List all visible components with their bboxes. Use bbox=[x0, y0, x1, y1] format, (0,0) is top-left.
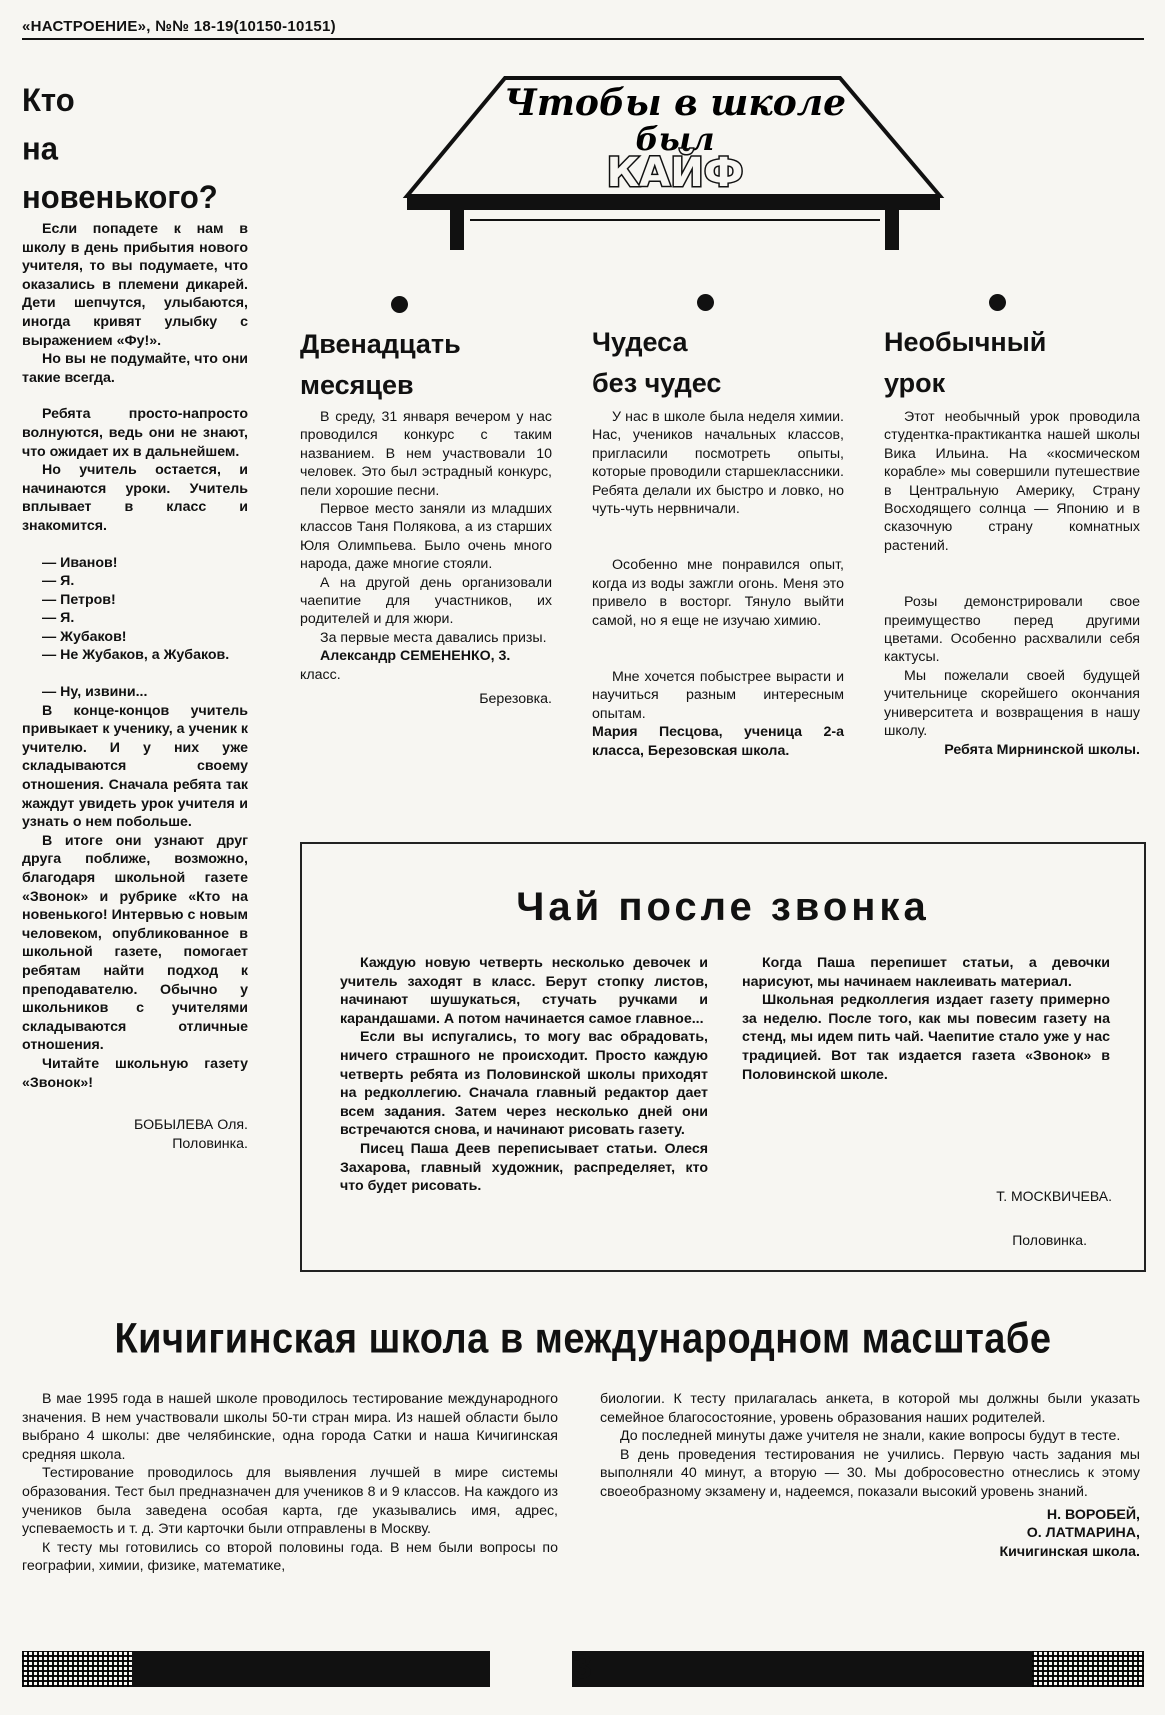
paragraph: Тестирование проводилось для выявления лучшей в мире системы образования. Тест был предназначен для учеников 8 и 9 классов. На каждого из учеников была заведена особая карта, где указывались имя, адрес, успеваемость и т. д. Эти карточки были отправлены в Москву. bbox=[22, 1465, 558, 1538]
paragraph: До последней минуты даже учителя не знали, какие вопросы будут в тесте. bbox=[620, 1428, 1121, 1445]
paragraph: Каждую новую четверть несколько девочек и учитель заходят в класс. Берут стопку листов, начинают шушукаться, стучать ручками и карандашами. А потом начинается самое главное... bbox=[340, 955, 708, 1027]
paragraph: За первые места давались призы. bbox=[320, 629, 547, 646]
tea-article-title: Чай после звонка bbox=[516, 885, 930, 929]
dialog-line: — Я. bbox=[42, 573, 75, 590]
dialog-line: — Не Жубаков, а Жубаков. bbox=[42, 647, 230, 664]
paragraph: В итоге они узнают друг друга поближе, возможно, благодаря школьной газете «Звонок» и рубрике «Кто на новенького! Интервью с новым человеком, опубликованное в школьной газете, помогает ребятам найти подход к преподавателю. Обычно у школьников с учителями складываются отличные отношения. bbox=[22, 832, 248, 1054]
paragraph: А на другой день организовали чаепитие для участников, их родителей и для жюри. bbox=[300, 574, 552, 628]
logo-text-line2: был bbox=[635, 120, 715, 158]
article3-body bbox=[884, 408, 1140, 759]
dialog-line: — Жубаков! bbox=[42, 628, 127, 645]
left-article-title bbox=[22, 77, 218, 222]
paragraph: В конце-концов учитель привыкает к ученику, а ученик к учителю. И у них уже складываются своему отношения. Сначала ребята так жаждут увидеть урок учителя и узнать о нем побольше. bbox=[22, 702, 248, 831]
paragraph: Но вы не подумайте, что они такие всегда. bbox=[22, 351, 248, 386]
signature: БОБЫЛЕВА Оля. bbox=[133, 1117, 248, 1134]
left-title-line: Кто bbox=[22, 81, 75, 119]
title-line: без чудес bbox=[592, 368, 722, 398]
left-title-line: на bbox=[22, 130, 58, 167]
tea-place: Половинка. bbox=[1012, 1232, 1087, 1248]
tea-article-col2 bbox=[742, 954, 1110, 1084]
bottom-article-col1 bbox=[22, 1390, 558, 1576]
title-line: Необычный bbox=[884, 327, 1047, 357]
logo-text-line1: Чтобы в школе bbox=[503, 82, 847, 124]
paragraph: Когда Паша перепишет статьи, а девочки нарисуют, мы начинаем наклеивать материал. bbox=[742, 955, 1110, 990]
dialog-line: — Иванов! bbox=[42, 554, 118, 571]
dialog-line: — Я. bbox=[42, 610, 75, 627]
paragraph: Если попадете к нам в школу в день прибытия нового учителя, то вы подумаете, что оказались в племени дикарей. Дети шепчутся, улыбаются, иногда кривят улыбку с выражением «Фу!». bbox=[22, 221, 248, 349]
paragraph: Школьная редколлегия издает газету примерно за неделю. После того, как мы повесим газету на стенд, мы идем пить чай. Чаепитие стало уже у нас традицией. Вот так издается газета «Звонок» в Половинской школе. bbox=[742, 992, 1110, 1083]
paragraph: Но учитель остается, и начинаются уроки. Учитель вплывает в класс и знакомится. bbox=[22, 462, 248, 534]
article3-title bbox=[884, 322, 1144, 404]
place-name: Кичигинская школа. bbox=[999, 1543, 1140, 1560]
tea-article-col1 bbox=[340, 954, 708, 1196]
bottom-headline: Кичигинская школа в международном масштабе bbox=[114, 1315, 1052, 1363]
title-line: Чудеса bbox=[592, 327, 688, 357]
left-title-line: новенького? bbox=[22, 178, 218, 216]
article2-title bbox=[592, 322, 852, 404]
bottom-article-col2 bbox=[600, 1390, 1140, 1561]
logo-text-line3: КАЙФ bbox=[606, 150, 744, 196]
bullet-dot bbox=[391, 296, 408, 313]
header-rule bbox=[22, 38, 1144, 40]
place-name: Половинка. bbox=[172, 1135, 248, 1152]
paragraph: Читайте школьную газету «Звонок»! bbox=[22, 1055, 248, 1091]
issue-header: «НАСТРОЕНИЕ», №№ 18-19(10150-10151) bbox=[22, 18, 336, 35]
title-line: месяцев bbox=[300, 370, 414, 400]
paragraph: Мы пожелали своей будущей учительнице скорейшего окончания университета и возвращения в нашу школу. bbox=[884, 667, 1140, 740]
place-name: Березовка. bbox=[479, 691, 552, 708]
page-number: 3 bbox=[573, 1648, 592, 1686]
tea-signature: Т. МОСКВИЧЕВА. bbox=[996, 1188, 1112, 1204]
left-article-body bbox=[22, 220, 248, 1153]
bullet-dot bbox=[989, 294, 1006, 311]
bullet-dot bbox=[697, 294, 714, 311]
paragraph: — Ну, извини... bbox=[42, 684, 148, 701]
title-line: Двенадцать bbox=[300, 329, 461, 359]
paragraph: К тесту мы готовились со второй половины года. В нем были вопросы по географии, химии, физике, математике, bbox=[22, 1539, 558, 1575]
paragraph: Розы демонстрировали свое преимущество перед другими цветами. Особенно расхвалили себя кактусы. bbox=[884, 594, 1140, 666]
paragraph: У нас в школе была неделя химии. Нас, учеников начальных классов, пригласили посмотреть опыты, которые проводили старшеклассники. Ребята делали их быстро и ловко, но чуть-чуть нервничали. bbox=[592, 409, 844, 518]
paragraph: Писец Паша Деев переписывает статьи. Олеся Захарова, главный художник, распределяет, кто что будет рисовать. bbox=[340, 1140, 708, 1195]
signature: Александр СЕМЕНЕНКО, 3. bbox=[320, 648, 511, 665]
paragraph: биологии. К тесту прилагалась анкета, в которой мы должны были указать семейное благосостояние, уровень образования наших родителей. bbox=[600, 1391, 1140, 1426]
paragraph: Первое место заняли из младших классов Таня Полякова, а из старших Юля Олимпьева. Было очень много народа, даже многие стояли. bbox=[300, 501, 552, 573]
paragraph: Особенно мне понравился опыт, когда из воды зажгли огонь. Меня это привело в восторг. Тянуло выйти самой, но я еще не изучаю химию. bbox=[592, 557, 844, 629]
dialog-line: — Петров! bbox=[42, 591, 116, 608]
article1-title bbox=[300, 324, 560, 406]
paragraph: Ребята просто-напросто волнуются, ведь они не знают, что ожидает их в дальнейшем. bbox=[22, 406, 248, 460]
title-line: урок bbox=[884, 368, 946, 398]
paragraph: Этот необычный урок проводила студентка-практикантка нашей школы Вика Ильина. На «космическом корабле» мы совершили путешествие в Центральную Америку, Страну Восходящего солнца — Японию и в сказочную страну комнатных растений. bbox=[884, 409, 1140, 554]
signature: О. ЛАТМАРИНА, bbox=[1026, 1525, 1140, 1542]
article1-body bbox=[300, 408, 552, 709]
paragraph: В среду, 31 января вечером у нас проводился конкурс с таким названием. В нем участвовали 10 человек. Это был эстрадный конкурс, пели хорошие песни. bbox=[300, 409, 552, 499]
paragraph: В мае 1995 года в нашей школе проводилось тестирование международного значения. В нем участвовали школы 50-ти стран мира. Из нашей области было выбрано 4 школы: две челябинские, одна города Сатки и наша Кичигинская средняя школа. bbox=[22, 1391, 558, 1463]
signature: Мария Песцова, ученица 2-а класса, Березовская школа. bbox=[592, 724, 844, 759]
signature: Ребята Мирнинской школы. bbox=[944, 741, 1140, 758]
paragraph: Мне хочется побыстрее вырасти и научиться разным интересным опытам. bbox=[592, 669, 844, 722]
paragraph: В день проведения тестирования не учились. Первую часть задания мы выполняли 40 минут, а вторую — 30. Мы добросовестно отнеслись к этому своеобразному экзамену и, надеемся, показали высокий уровень знаний. bbox=[600, 1446, 1140, 1500]
paragraph: Если вы испугались, то могу вас обрадовать, ничего страшного не происходит. Просто каждую четверть ребята из Половинской школы приходят на редколлегию. Сначала главный редактор дает всем задания. Затем через несколько дней они встречаются снова, и начинают рисовать газету. bbox=[340, 1029, 708, 1139]
logo-banner bbox=[395, 70, 955, 250]
article2-body bbox=[592, 408, 844, 760]
signature: Н. ВОРОБЕЙ, bbox=[1046, 1506, 1140, 1523]
signature-class: класс. bbox=[300, 666, 341, 683]
dialog-block bbox=[22, 554, 248, 666]
